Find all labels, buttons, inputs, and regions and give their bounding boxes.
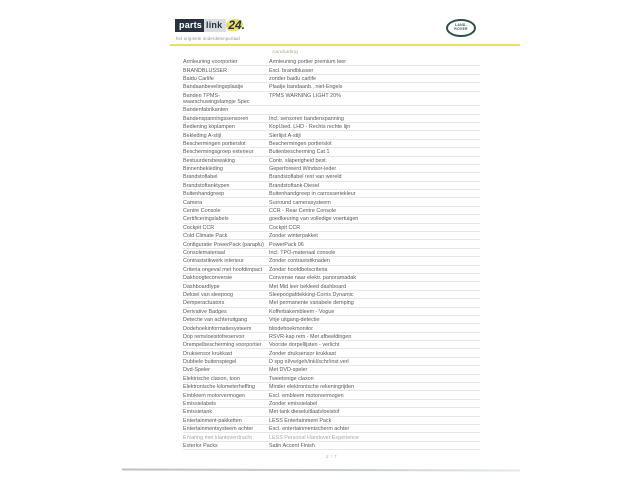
option-label: Dakhoogteconversie [183, 275, 233, 282]
table-row [183, 341, 480, 349]
option-label: Brandstoflabel [183, 174, 218, 181]
option-value: D spg el/vw/geh/inkl/schr/inst.verl [269, 359, 349, 366]
table-row [183, 433, 480, 441]
option-value: Contr. slaperigheid best. [269, 157, 328, 164]
table-row [183, 173, 480, 181]
option-label: Buitenhandgreep [183, 191, 225, 198]
option-value: LESS Personal Handover Experience [269, 434, 359, 441]
option-label: Demperactuators [183, 300, 225, 307]
option-label: Baidu Carlife [183, 75, 214, 82]
option-label: Binnenbekleding [183, 166, 223, 173]
option-label: Bekleding A-stijl [183, 132, 222, 139]
option-value: Met permanente variabele demping [269, 300, 354, 307]
table-row [183, 366, 480, 374]
option-value: Met Mid leer bekleed dashboard [269, 283, 347, 290]
table-row [183, 106, 480, 114]
option-label: Armleuning voorportier [183, 59, 238, 66]
option-value: Incl. TPO-materiaal console [269, 249, 336, 256]
option-value: TPMS WARNING LIGHT 20% [269, 92, 341, 99]
option-value: Voorste dorpellijsten - verlicht [269, 342, 340, 349]
table-row [183, 140, 480, 148]
table-row [183, 349, 480, 357]
option-label: Dvd-Speler [183, 367, 210, 374]
option-value: goedkeuring van volledige voertuigen [269, 216, 359, 223]
table-row [183, 215, 480, 223]
option-value: zonder baidu carlife [269, 75, 317, 82]
option-label: Emissietank [183, 409, 213, 416]
option-value: Brandstoflabel rest van wereld [269, 174, 342, 181]
table-row [183, 157, 480, 165]
land-rover-badge-icon [446, 19, 476, 37]
option-value: Excl. embleem motorvermogen [269, 392, 344, 399]
option-label: Dashboardtype [183, 283, 220, 290]
option-label: Elektrische claxon, toon [183, 375, 240, 382]
option-value: Met tank dieseluitlaatvloeistof [269, 409, 340, 416]
partslink24-logo [175, 19, 248, 34]
logo-24-text: 24. [228, 18, 246, 32]
option-value: blindehoekmonitor [269, 325, 314, 332]
column-header-aanduiding: Aanduiding [272, 50, 299, 55]
option-value: CCR - Rear Centre Console [269, 208, 337, 215]
table-row [183, 417, 480, 425]
option-label: Bandenfabrikanten [183, 107, 229, 114]
option-value: Excl. brandblusser [269, 67, 314, 74]
option-value: Kopl.bed. LHD - Rechts rechte lijn [269, 124, 351, 131]
option-value: Zonder emissielabel [269, 401, 318, 408]
option-label: Criteria ongeval met hoofdimpact [183, 266, 263, 273]
option-value: Excl. entertainmentscherm achter [269, 426, 350, 433]
option-value: LESS Entertainment Pack [269, 417, 332, 424]
option-value: Conversie naar elektr. panoramadak [269, 275, 356, 282]
option-value: Incl. sensoren bandenspanning [269, 115, 344, 122]
option-label: Druksensor krukkast [183, 350, 233, 357]
table-row [183, 257, 480, 265]
option-value: Brandstoftank-Diesel [269, 182, 320, 189]
option-value: Met DVD-speler [269, 367, 308, 374]
table-row [183, 148, 480, 156]
logo-link-block: link [204, 19, 226, 32]
table-row [183, 165, 480, 173]
table-row [183, 274, 480, 282]
option-value: PowerPack 06 [269, 241, 304, 248]
table-row [183, 383, 480, 391]
option-value: Vrije uitgang-detectie [269, 317, 320, 324]
option-label: Dop remvloeistofreservoir [183, 333, 245, 340]
page-number: 2 / 7 [326, 454, 337, 459]
table-row [183, 266, 480, 274]
option-label: Embleem motorvermogen [183, 392, 246, 399]
table-row [183, 375, 480, 383]
badge-line2: ROVER [454, 27, 468, 31]
option-label: Exterior Packs [183, 442, 218, 449]
option-value: Minder elektronische rekeningrijden [269, 384, 355, 391]
table-row [183, 92, 480, 107]
option-value: Zonder contraststiknaden [269, 258, 330, 265]
option-value: Tweetonige claxon [269, 375, 314, 382]
table-row [183, 400, 480, 408]
table-row [183, 198, 480, 206]
option-label: Cockpit CCR [183, 224, 215, 231]
table-row [183, 391, 480, 399]
table-row [183, 58, 480, 66]
page-bottom-edge [122, 468, 520, 471]
option-label: Consolemateriaal [183, 249, 225, 256]
option-value: Kofferbakembleem - Vogue [269, 308, 335, 315]
option-label: Entertainment-pakketten [183, 417, 242, 424]
table-row [183, 425, 480, 433]
table-row [183, 299, 480, 307]
option-value: Surround camerasysteem [269, 199, 331, 206]
option-value: Buitenhandgreep in carrosseriekleur [269, 191, 356, 198]
option-value: Beschermingen portierslot [269, 140, 332, 147]
option-label: Emissielabels [183, 401, 216, 408]
option-label: Ervaring met klantoverdracht [183, 434, 252, 441]
option-value: Satin Accent Finish [269, 442, 315, 449]
table-row [183, 291, 480, 299]
table-row [183, 333, 480, 341]
option-label: Detectie van achteruitgang [183, 317, 248, 324]
table-row [183, 282, 480, 290]
option-label: Cold Climate Pack [183, 233, 228, 240]
option-value: RSVR-kap rem - Met afbeeldingen [269, 333, 352, 340]
table-row [183, 83, 480, 91]
option-label: Entertainmentsysteem achter [183, 426, 254, 433]
option-value: Zonder winterpakket [269, 233, 318, 240]
option-label: Derivative Badges [183, 308, 227, 315]
table-row [183, 408, 480, 416]
table-row [183, 324, 480, 332]
options-table [183, 58, 480, 449]
option-value: Armleuning portier premium leer [269, 59, 346, 66]
option-value: Cockpit CCR [269, 224, 301, 231]
option-label: Bandaanbevelingsplaatje [183, 84, 244, 91]
table-row [183, 240, 480, 248]
table-row [183, 66, 480, 74]
table-row [183, 224, 480, 232]
table-row [183, 123, 480, 131]
logo-24-block [226, 19, 248, 33]
option-value: Geperforeerd Windsor-leder [269, 166, 337, 173]
table-row [183, 316, 480, 324]
option-label: Bestuurdersbewaking [183, 157, 235, 164]
table-row [183, 115, 480, 123]
option-label: Bandenspanningssensoren [183, 115, 249, 122]
option-value: Sleepoogafdekking-Corris Dynamic [269, 291, 354, 298]
option-label: Deksel van sleepoog [183, 291, 234, 298]
logo-tagline: het originele onderdelenportaal [176, 36, 240, 41]
option-value: Buitenbescherming Cat 1 [269, 149, 330, 156]
header-divider [170, 44, 520, 46]
option-label: Brandstoftanktypen [183, 182, 230, 189]
option-label: Dubbele buitenspiegel [183, 359, 237, 366]
table-row [183, 249, 480, 257]
logo-parts-block: parts [175, 19, 204, 32]
option-label: Banden TPMS-waarschuwingslampje Spec [183, 92, 250, 105]
option-label: Contraststikwerk interieur [183, 258, 244, 265]
option-label: Elektronische kilometerheffing [183, 384, 255, 391]
option-label: Configuratie PowerPack (paraplu) [183, 241, 264, 248]
option-value: Plaatje bandaanb., niet-Engels [269, 84, 343, 91]
table-row [183, 442, 480, 450]
option-label: Camera [183, 199, 203, 206]
option-label: Dodehoekinformatiesysteem [183, 325, 252, 332]
table-row [183, 308, 480, 316]
table-row [183, 131, 480, 139]
option-value: Sierlijst A-stijl [269, 132, 301, 139]
badge-line1: LAND- [454, 23, 468, 28]
option-label: Centre Console [183, 208, 221, 215]
option-label: BRANDBLUSSER [183, 67, 228, 74]
option-value: Zonder hoofdbotscriteria [269, 266, 328, 273]
option-label: Beschermingen portierslot [183, 140, 246, 147]
option-label: Certificeringslabels [183, 216, 229, 223]
table-row [183, 190, 480, 198]
table-row [183, 207, 480, 215]
table-row [183, 182, 480, 190]
table-row [183, 75, 480, 83]
option-label: Drempelbescherming voorportier [183, 342, 262, 349]
table-row [183, 358, 480, 366]
option-label: Bediening koplampen [183, 124, 235, 131]
option-value: Zonder druksensor krukkast [269, 350, 336, 357]
table-row [183, 232, 480, 240]
option-label: Beschermingsgroep exterieur [183, 149, 254, 156]
